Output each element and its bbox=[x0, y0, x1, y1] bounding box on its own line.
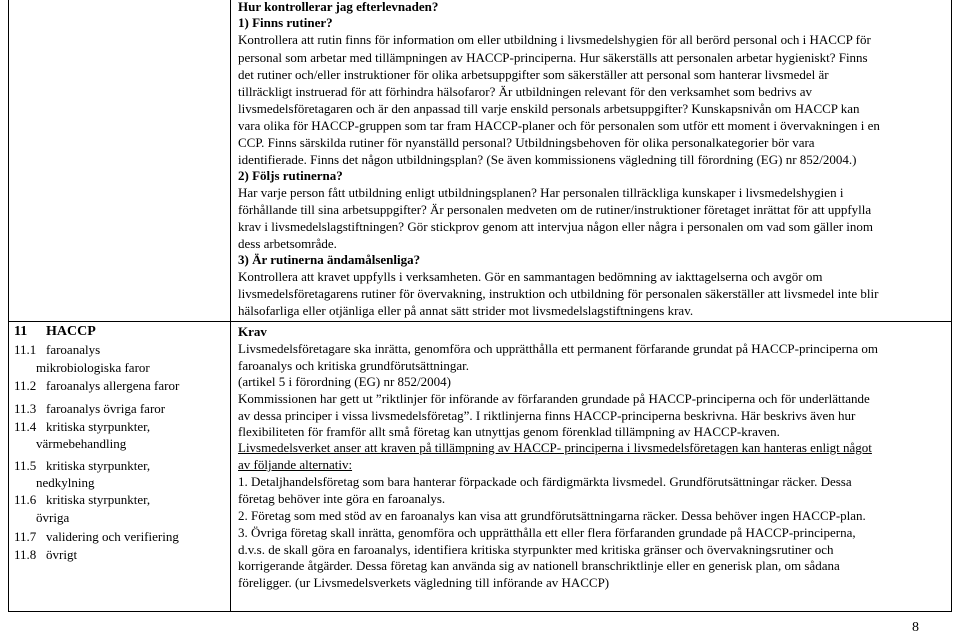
q1-line: personal som arbetar med tillämpningen av HACCP-principerna. Hur säkerställs att personalen arbetar hygieniskt? Finns bbox=[238, 50, 868, 65]
regulation-reference: (artikel 5 i förordning (EG) nr 852/2004) bbox=[238, 374, 452, 389]
q1-line: det rutiner och/eller instruktioner för olika arbetsuppgifter som säkerställer att personal som hanterar livsmedel är bbox=[238, 67, 829, 82]
krav-text-line: Livsmedelsföretagare ska inrätta, genomföra och upprätthålla ett permanent förfarande grundat på HACCP-principerna om bbox=[238, 341, 879, 356]
subsection-number: 11.3 bbox=[14, 401, 37, 416]
column-divider bbox=[230, 0, 231, 612]
subsection-number: 11.6 bbox=[14, 492, 37, 507]
row-divider bbox=[8, 321, 952, 322]
alternative-line: 2. Företag som med stöd av en faroanalys kan visa att grundförutsättningarna räcker. Dessa behöver ingen HACCP-plan. bbox=[238, 508, 866, 523]
question-3-heading: 3) Är rutinerna ändamålsenliga? bbox=[238, 252, 421, 267]
krav-text-line: flexibiliteten för framför allt små företag kan utnyttjas genom förenklad tillämpning av HACCP-kraven. bbox=[238, 424, 780, 439]
subsection-label-continued: mikrobiologiska faror bbox=[36, 360, 150, 375]
q3-line: livsmedelsföretagarens rutiner för övervakning, instruktion och utbildning för personalen säkerställer att livsmedel inte blir bbox=[238, 286, 879, 301]
subsection-label: faroanalys bbox=[46, 342, 101, 357]
question-1-heading: 1) Finns rutiner? bbox=[238, 15, 333, 30]
krav-heading: Krav bbox=[238, 324, 267, 339]
subsection-label: validering och verifiering bbox=[46, 529, 179, 544]
table-border-left bbox=[8, 0, 9, 612]
alternative-line: korrigerande åtgärder. Dessa företag kan använda sig av nationell branschriktlinje eller en generisk plan, om sådana bbox=[238, 558, 840, 573]
subsection-number: 11.5 bbox=[14, 458, 37, 473]
q1-line: identifierade. Finns det någon utbildningsplan? (Se även kommissionens vägledning till förordning (EG) nr 852/2004.) bbox=[238, 152, 857, 167]
subsection-number: 11.4 bbox=[14, 419, 37, 434]
section-number: 11 bbox=[14, 324, 28, 339]
q1-line: tillräckligt instruerad för att förhindra hälsofaror? Är utbildningen relevant för den verksamhet som bedrivs av bbox=[238, 84, 812, 99]
q1-line: vara olika för HACCP-gruppen som tar fram HACCP-planer och för personalen som utför ett moment i övervakningen i en bbox=[238, 118, 880, 133]
control-heading: Hur kontrollerar jag efterlevnaden? bbox=[238, 0, 439, 14]
krav-text-line: faroanalys och kritiska grundförutsättningar. bbox=[238, 358, 470, 373]
subsection-label-continued: värmebehandling bbox=[36, 436, 127, 451]
underlined-line: av följande alternativ: bbox=[238, 457, 353, 472]
subsection-label: faroanalys övriga faror bbox=[46, 401, 166, 416]
table-border-right bbox=[951, 0, 952, 612]
subsection-label-continued: nedkylning bbox=[36, 475, 95, 490]
underlined-line: Livsmedelsverket anser att kraven på tillämpning av HACCP- principerna i livsmedelsföretagen kan hanteras enligt något bbox=[238, 440, 872, 455]
table-border-bottom bbox=[8, 611, 952, 612]
alternative-line: 3. Övriga företag skall inrätta, genomföra och upprätthålla ett eller flera förfaranden grundade på HACCP-principerna, bbox=[238, 525, 856, 540]
subsection-label: faroanalys allergena faror bbox=[46, 378, 180, 393]
alternative-line: d.v.s. de skall göra en faroanalys, identifiera kritiska styrpunkter med kritiska gränser och övervakningsrutiner och bbox=[238, 542, 834, 557]
q2-line: krav i livsmedelslagstiftningen? Gör stickprov genom att intervjua någon eller några i personalen om vad som gäller inom bbox=[238, 219, 874, 234]
q1-line: CCP. Finns särskilda rutiner för nyanställd personal? Utbildningsbehoven för olika personalkategorier bör vara bbox=[238, 135, 815, 150]
question-2-heading: 2) Följs rutinerna? bbox=[238, 168, 343, 183]
alternative-line: föreligger. (ur Livsmedelsverkets vägledning till införande av HACCP) bbox=[238, 575, 610, 590]
subsection-label: kritiska styrpunkter, bbox=[46, 458, 151, 473]
q2-line: dess arbetsområde. bbox=[238, 236, 337, 251]
q1-line: livsmedelsföretagaren och är den anpassad till varje enskild personals arbetsuppgifter? Kunskapsnivån om HACCP kan bbox=[238, 101, 860, 116]
subsection-number: 11.8 bbox=[14, 547, 37, 562]
subsection-label: övrigt bbox=[46, 547, 78, 562]
subsection-number: 11.2 bbox=[14, 378, 37, 393]
q3-line: hälsofarliga eller otjänliga eller på annat sätt strider mot livsmedelslagstiftningens krav. bbox=[238, 303, 694, 318]
subsection-label: kritiska styrpunkter, bbox=[46, 419, 151, 434]
section-title: HACCP bbox=[46, 324, 96, 339]
q3-line: Kontrollera att kravet uppfylls i verksamheten. Gör en sammantagen bedömning av iakttagelserna och avgör om bbox=[238, 269, 823, 284]
subsection-label: kritiska styrpunkter, bbox=[46, 492, 151, 507]
alternative-line: företag behöver inte göra en faroanalys. bbox=[238, 491, 446, 506]
krav-text-line: Kommissionen har gett ut ”riktlinjer för införande av förfaranden grundade på HACCP-principerna och för underlättande bbox=[238, 391, 870, 406]
q2-line: Har varje person fått utbildning enligt utbildningsplanen? Har personalen tillräckliga kunskaper i livsmedelshygien i bbox=[238, 185, 844, 200]
page-number: 8 bbox=[912, 620, 919, 635]
subsection-number: 11.1 bbox=[14, 342, 37, 357]
subsection-label-continued: övriga bbox=[36, 510, 70, 525]
krav-text-line: av dessa principer i vissa livsmedelsföretag”. I riktlinjerna finns HACCP-principerna beskrivna. Här beskrivs även hur bbox=[238, 408, 856, 423]
subsection-number: 11.7 bbox=[14, 529, 37, 544]
q1-line: Kontrollera att rutin finns för information om eller utbildning i livsmedelshygien för all berörd personal och i HACCP för bbox=[238, 32, 871, 47]
q2-line: förhållande till sina arbetsuppgifter? Är personalen medveten om de rutiner/instruktioner företaget inrättat för att uppfylla bbox=[238, 202, 872, 217]
alternative-line: 1. Detaljhandelsföretag som bara hanterar förpackade och färdigmärkta livsmedel. Grundförutsättningar räcker. Dessa bbox=[238, 474, 852, 489]
